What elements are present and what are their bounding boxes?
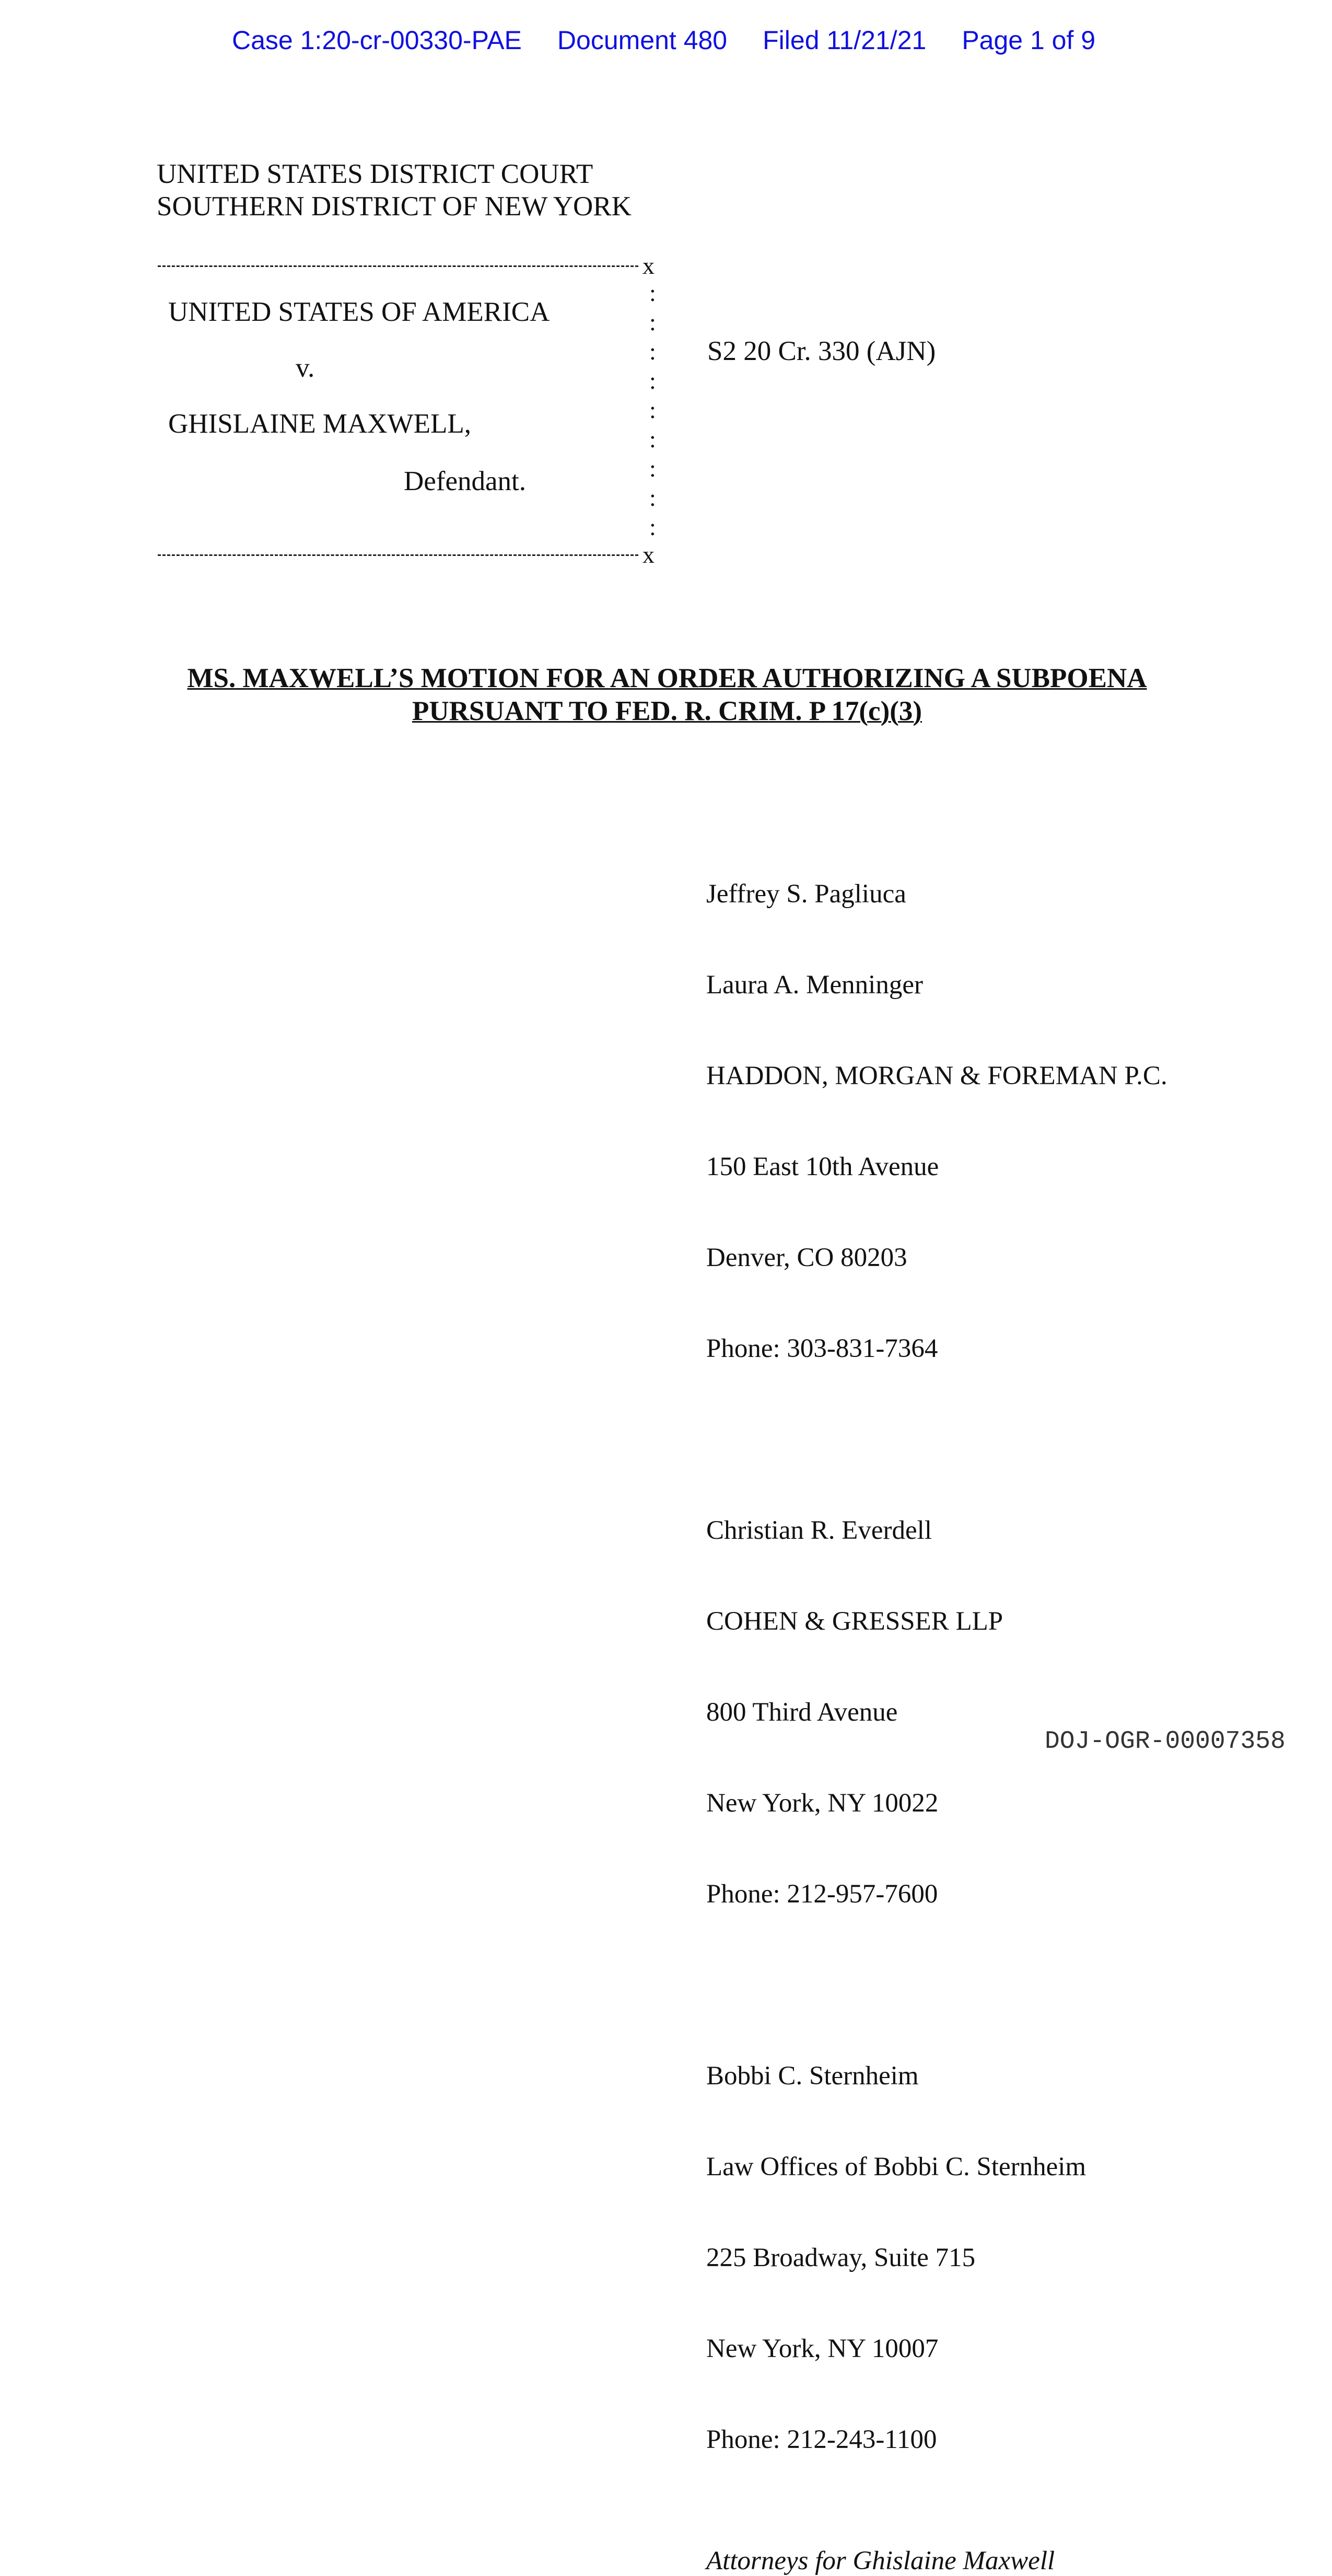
attorney-line: Phone: 212-243-1100: [706, 2425, 937, 2454]
colon: :: [649, 514, 656, 540]
defendant-label: Defendant.: [404, 466, 526, 496]
court-name: UNITED STATES DISTRICT COURT: [157, 159, 593, 189]
colon: :: [649, 484, 656, 511]
attorney-line: COHEN & GRESSER LLP: [706, 1607, 1003, 1636]
attorney-line: Jeffrey S. Pagliuca: [706, 879, 906, 909]
motion-title-line-2: PURSUANT TO FED. R. CRIM. P 17(c)(3): [412, 696, 922, 726]
attorney-group-sternheim: [706, 2000, 1167, 2515]
attorney-line: Law Offices of Bobbi C. Sternheim: [706, 2152, 1086, 2182]
plaintiff: UNITED STATES OF AMERICA: [168, 297, 550, 327]
versus: v.: [296, 353, 315, 383]
colon: :: [649, 309, 656, 335]
attorney-line: 800 Third Avenue: [706, 1698, 898, 1727]
attorney-group-cohen: [706, 1455, 1167, 1970]
caption-x-top: x: [642, 252, 655, 279]
colon: :: [649, 338, 656, 365]
caption-top-divider: [158, 265, 638, 267]
attorney-line: New York, NY 10022: [706, 1789, 939, 1818]
colon: :: [649, 367, 656, 394]
page-indicator: Page 1 of 9: [962, 26, 1096, 55]
case-number: S2 20 Cr. 330 (AJN): [707, 336, 936, 366]
attorneys-for: Attorneys for Ghislaine Maxwell: [706, 2546, 1055, 2575]
bates-number: DOJ-OGR-00007358: [1045, 1727, 1286, 1756]
colon: :: [649, 397, 656, 423]
case-number-header: Case 1:20-cr-00330-PAE: [232, 26, 522, 55]
attorney-line: Phone: 212-957-7600: [706, 1879, 938, 1909]
colon: :: [649, 426, 656, 452]
attorney-signature-block: [706, 818, 1167, 2576]
attorney-line: HADDON, MORGAN & FOREMAN P.C.: [706, 1061, 1167, 1090]
attorney-line: 225 Broadway, Suite 715: [706, 2243, 976, 2272]
attorney-line: Bobbi C. Sternheim: [706, 2061, 919, 2091]
attorney-line: Denver, CO 80203: [706, 1243, 907, 1272]
defendant-name: GHISLAINE MAXWELL,: [168, 409, 471, 439]
caption-x-bottom: x: [642, 541, 655, 568]
ecf-header: [232, 24, 1095, 56]
motion-title-line-1: MS. MAXWELL’S MOTION FOR AN ORDER AUTHORIZING A SUBPOENA: [187, 663, 1147, 693]
attorney-line: Christian R. Everdell: [706, 1516, 932, 1545]
attorney-group-haddon: [706, 818, 1167, 1424]
attorney-line: Laura A. Menninger: [706, 970, 923, 1000]
document-number: Document 480: [557, 26, 728, 55]
filed-date: Filed 11/21/21: [763, 26, 927, 55]
caption-bottom-divider: [158, 554, 638, 556]
colon: :: [649, 280, 656, 306]
court-district: SOUTHERN DISTRICT OF NEW YORK: [157, 191, 632, 222]
attorney-line: New York, NY 10007: [706, 2334, 939, 2363]
colon: :: [649, 455, 656, 482]
attorney-line: 150 East 10th Avenue: [706, 1152, 939, 1181]
attorney-line: Phone: 303-831-7364: [706, 1334, 938, 1363]
